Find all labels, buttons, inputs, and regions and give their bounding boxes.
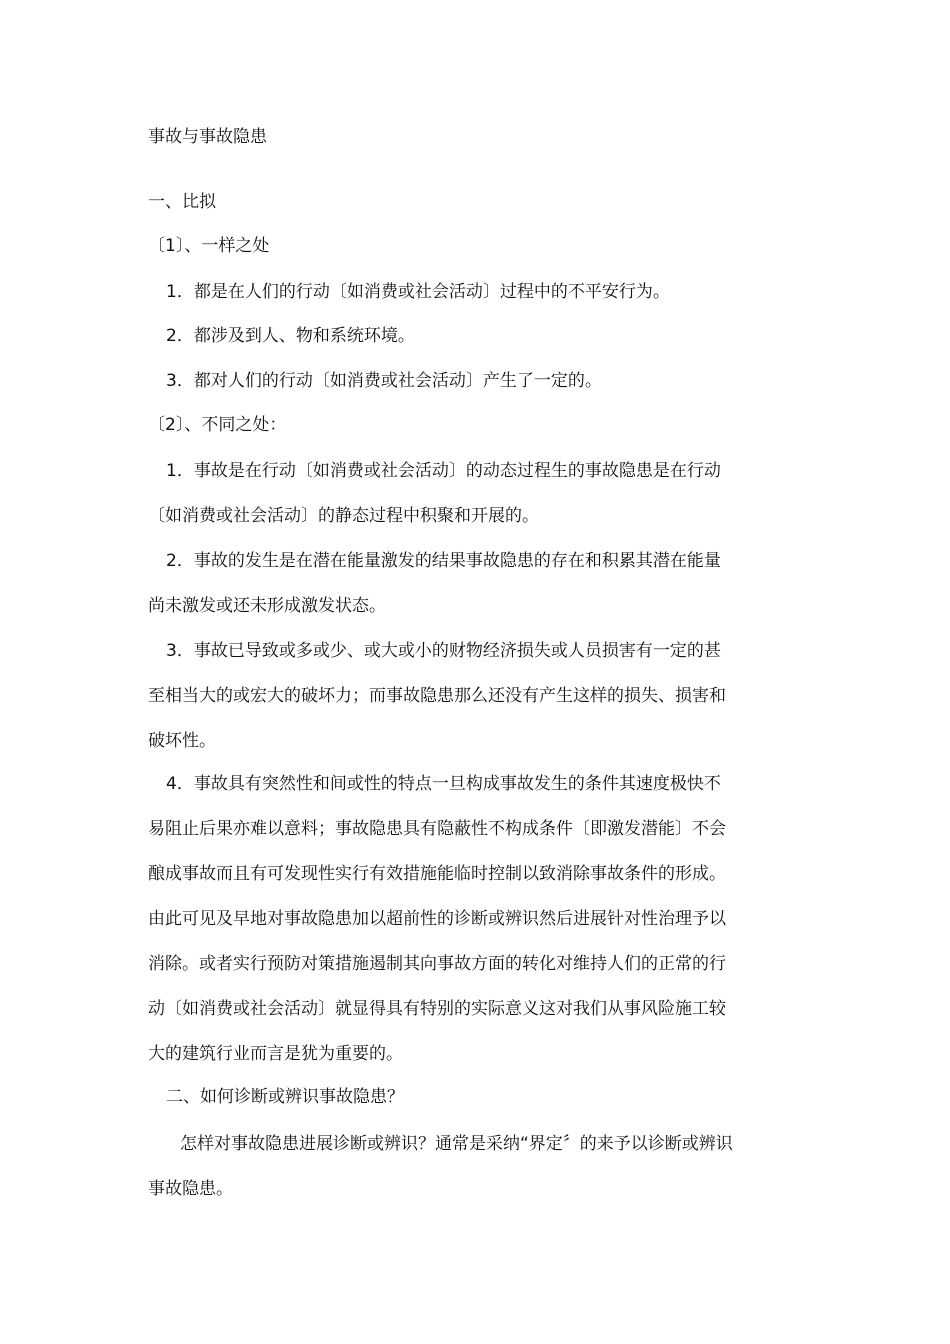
paragraph-line: 〔如消费或社会活动〕的静态过程中积聚和开展的。 xyxy=(148,506,539,526)
subsection-heading: 〔2〕、不同之处： xyxy=(148,415,287,435)
paragraph-line: 2．都涉及到人、物和系统环境。 xyxy=(166,326,415,346)
paragraph-line: 破坏性。 xyxy=(148,731,216,751)
paragraph-line: 消除。或者实行预防对策措施遏制其向事故方面的转化对维持人们的正常的行 xyxy=(148,954,726,974)
paragraph-line: 1．事故是在行动〔如消费或社会活动〕的动态过程生的事故隐患是在行动 xyxy=(166,461,721,481)
paragraph-line: 大的建筑行业而言是犹为重要的。 xyxy=(148,1044,403,1064)
paragraph-line: 酿成事故而且有可发现性实行有效措施能临时控制以致消除事故条件的形成。 xyxy=(148,864,726,884)
paragraph-line: 2．事故的发生是在潜在能量激发的结果事故隐患的存在和积累其潜在能量 xyxy=(166,551,721,571)
section-heading: 一、比拟 xyxy=(148,192,216,212)
paragraph-line: 至相当大的或宏大的破坏力；而事故隐患那么还没有产生这样的损失、损害和 xyxy=(148,686,726,706)
paragraph-line: 3．都对人们的行动〔如消费或社会活动〕产生了一定的。 xyxy=(166,371,602,391)
paragraph-line: 易阻止后果亦难以意料；事故隐患具有隐蔽性不构成条件〔即激发潜能〕不会 xyxy=(148,819,726,839)
paragraph-line: 怎样对事故隐患进展诊断或辨识？通常是采纳“界定〞的来予以诊断或辨识 xyxy=(180,1134,733,1154)
paragraph-line: 1．都是在人们的行动〔如消费或社会活动〕过程中的不平安行为。 xyxy=(166,282,670,302)
paragraph-line: 事故隐患。 xyxy=(148,1179,233,1199)
subsection-heading: 〔1〕、一样之处 xyxy=(148,236,270,256)
paragraph-line: 3．事故已导致或多或少、或大或小的财物经济损失或人员损害有一定的甚 xyxy=(166,641,721,661)
document-title: 事故与事故隐患 xyxy=(148,127,267,147)
section-heading: 二、如何诊断或辨识事故隐患？ xyxy=(166,1087,404,1107)
paragraph-line: 由此可见及早地对事故隐患加以超前性的诊断或辨识然后进展针对性治理予以 xyxy=(148,909,726,929)
paragraph-line: 尚未激发或还未形成激发状态。 xyxy=(148,596,386,616)
paragraph-line: 4．事故具有突然性和间或性的特点一旦构成事故发生的条件其速度极快不 xyxy=(166,774,721,794)
paragraph-line: 动〔如消费或社会活动〕就显得具有特别的实际意义这对我们从事风险施工较 xyxy=(148,999,726,1019)
